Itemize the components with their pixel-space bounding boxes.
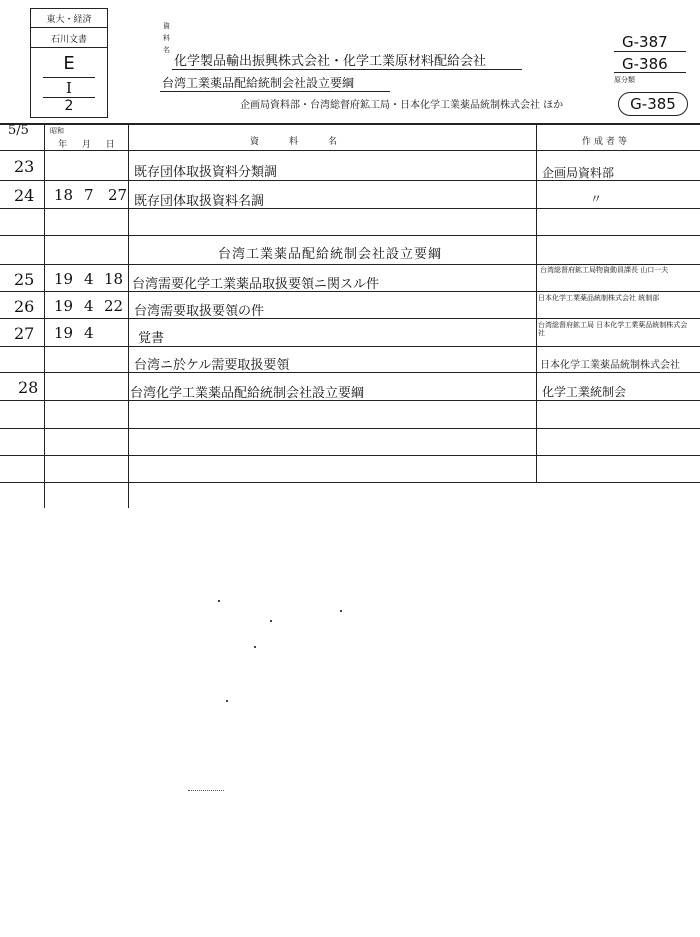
code-g385: G-385	[618, 92, 688, 116]
stamp-mid: I	[66, 79, 72, 97]
row-unnumbered-creator: 日本化学工業薬品統制株式会社	[540, 360, 680, 371]
stamp-bottom: 2	[64, 98, 74, 114]
col-date-ymd: 年 月 日	[58, 140, 121, 150]
scan-speck	[270, 620, 272, 622]
scan-speck	[218, 600, 220, 602]
scan-speck	[340, 610, 342, 612]
row-27-num: 27	[14, 324, 35, 343]
header-line-1: 化学製品輸出振興株式会社・化学工業原材料配給会社	[174, 54, 487, 69]
subheading-title: 台湾工業薬品配給統制会社設立要綱	[218, 247, 443, 262]
row-28-title: 台湾化学工業薬品配給統制会社設立要綱	[130, 386, 365, 401]
row-25-title: 台湾需要化学工業薬品取扱要領ニ関スル件	[132, 277, 380, 292]
row-26-year: 19	[54, 297, 74, 315]
row-27-creator: 台湾総督府鉱工局 日本化学工業薬品統制株式会社	[538, 321, 688, 337]
header-label-2: 料	[163, 34, 170, 42]
row-24-title: 既存団体取扱資料名調	[134, 194, 265, 209]
header-line-3: 企画局資料部・台湾総督府鉱工局・日本化学工業薬品統制株式会社 ほか	[240, 100, 564, 111]
row-unnumbered-title: 台湾ニ於ケル需要取扱要領	[134, 358, 290, 373]
header-line-2: 台湾工業薬品配給統制会社設立要綱	[162, 76, 355, 90]
row-26-day: 22	[104, 297, 124, 315]
stamp-org: 東大・経済	[46, 15, 92, 25]
stamp-collection: 石川文書	[50, 35, 87, 45]
row-24-year: 18	[54, 186, 74, 204]
row-28-num: 28	[18, 378, 39, 397]
row-23-title: 既存団体取扱資料分類調	[134, 165, 278, 180]
col-date-era: 昭和	[50, 127, 64, 135]
row-26-num: 26	[14, 297, 35, 316]
code-small-label: 原分類	[614, 76, 635, 84]
row-27-year: 19	[54, 324, 74, 342]
row-26-month: 4	[84, 297, 94, 315]
col-creator: 作成者等	[582, 137, 631, 147]
row-25-creator: 台湾総督府鉱工局物資動員課長 山口一夫	[540, 266, 669, 274]
scan-speck	[188, 790, 224, 793]
row-26-creator: 日本化学工業薬品統制株式会社 統制部	[538, 294, 660, 302]
header-label-1: 資	[163, 22, 170, 30]
col-index: 5/5	[8, 123, 29, 138]
row-25-year: 19	[54, 270, 74, 288]
row-23-creator: 企画局資料部	[542, 166, 615, 180]
row-25-month: 4	[84, 270, 94, 288]
row-24-creator: 〃	[590, 192, 603, 206]
row-24-num: 24	[14, 186, 35, 205]
row-28-creator: 化学工業統制会	[542, 385, 627, 399]
row-26-title: 台湾需要取扱要領の件	[134, 304, 265, 319]
row-25-num: 25	[14, 270, 35, 289]
scan-speck	[254, 646, 256, 648]
row-24-month: 7	[84, 186, 94, 204]
stamp-letter: E	[63, 53, 75, 74]
col-material: 資 料 名	[250, 137, 342, 147]
scan-speck	[226, 700, 228, 702]
row-23-num: 23	[14, 157, 35, 176]
row-27-month: 4	[84, 324, 94, 342]
row-27-title: 覚書	[138, 331, 165, 346]
archive-stamp	[30, 8, 108, 118]
header-label-3: 名	[163, 46, 170, 54]
row-24-day: 27	[108, 186, 128, 204]
row-25-day: 18	[104, 270, 124, 288]
code-g386: G-386	[622, 55, 668, 73]
code-g387: G-387	[622, 33, 668, 51]
